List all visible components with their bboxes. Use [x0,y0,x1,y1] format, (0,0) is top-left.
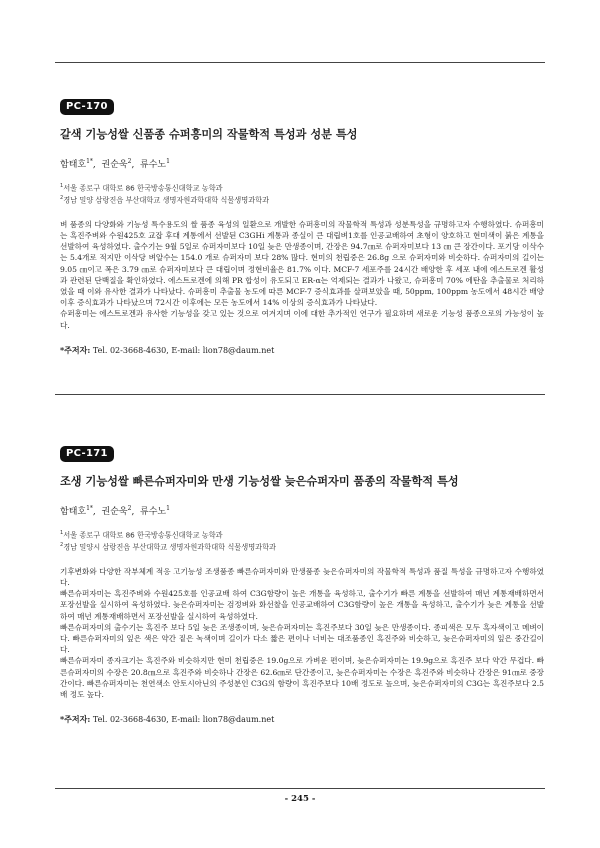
affiliation-sup: 1 [60,530,64,536]
affiliation-list [60,181,544,206]
bottom-rule [55,788,545,789]
abstract-title: 조생 기능성쌀 빠른슈퍼자미와 만생 기능성쌀 늦은슈퍼자미 품종의 작물학적 특성 [60,475,459,488]
affiliation-sup: 2 [60,195,64,202]
corresponding-contact: Tel. 02-3668-4630, E-mail: lion78@daum.net [92,715,275,725]
affiliation-text: 서울 종로구 대학로 86 한국방송통신대학교 농학과 [63,183,223,193]
author-name: 류수노 [140,507,167,517]
author-list: 함태호$^{1*}$, 권순욱$^2$, 류수노$^1$ [60,158,170,170]
section-divider [55,394,545,395]
author-sup: 2 [127,158,132,165]
author-sup: 1* [86,158,93,165]
body-paragraph: 벼 품종의 다양화와 기능성 특수용도의 쌀 품종 육성의 일환으로 개발한 슈퍼흥미의 작물학적 특성과 성분특성을 규명하고자 수행하였다. 슈퍼흥미는 흑진주벼와 수원425호 교잡 후대 계통에서 선발된 C3GHi 계통과 종실이 큰 대립벼1호를 인공교배하여 초형이 양호하고 현미색이 붉은 계통을 선발하여 육성하였다. 출수기는 9월 5일로 슈퍼자미보다 10일 늦은 만생종이며, 간장은 94.7㎝로 슈퍼자미보다 13 ㎝ 큰 장간이다. 포기당 이삭수는 5.4개로 적지만 이삭당 벼알수는 154.0 개로 슈퍼자미 보다 28% 많다. 현미의 천립중은 26.8g 으로 슈퍼자미와 비슷하다. 슈퍼자미의 길이는 9.05 ㎝이고 폭은 3.79 ㎝로 슈퍼자미보다 큰 대립이며 정현비율은 81.7% 이다. MCF-7 세포주를 24시간 배양한 후 세포 내에 에스트로겐 활성과 관련된 단백질을 확인하였다. 에스트로겐에 의해 PR 합성이 유도되고 ER-α는 억제되는 결과가 나왔고, 슈퍼흥미 70% 에탄올 추출물로 처리하였을 때 이와 유사한 결과가 나타났다. 슈퍼흥미 추출물 농도에 따른 MCF-7 증식효과를 살펴보았을 때, 50ppm, 100ppm 농도에서 48시간 배양이후 증식효과가 나타났으며 72시간 이후에는 모든 농도에서 14% 이상의 증식효과가 나타났다. [60,219,544,308]
body-paragraph: 슈퍼흥미는 에스트로겐과 유사한 기능성을 갖고 있는 것으로 여겨지며 이에 대한 추가적인 연구가 필요하며 새로운 기능성 품종으로의 가능성이 높다. [60,309,544,330]
affiliation-line [60,540,544,552]
affiliation-text: 경남 밀양 삼랑진읍 부산대학교 생명자원과학대학 식물생명과학과 [63,195,270,205]
author-sup: 1 [166,505,170,512]
affiliation-sup: 1 [60,183,64,189]
author-list: 함태호$^{1*}$, 권순욱$^2$, 류수노$^1$ [60,505,170,517]
abstract-code-badge: PC-171 [60,446,114,462]
abstract-title: 갈색 기능성쌀 신품종 슈퍼흥미의 작물학적 특성과 성분 특성 [60,128,358,141]
body-paragraph: 빠른슈퍼자미의 출수기는 흑진주 보다 5일 늦은 조생종이며, 늦은슈퍼자미는 흑진주보다 30일 늦은 만생종이다. 종피색은 모두 흑자색이고 메벼이다. 빠른슈퍼자미의 잎은 색은 약간 짙은 녹색이며 길이가 다소 짧은 편이나 너비는 대조품종인 흑진주와 비슷하고, 늦은슈퍼자미의 잎은 중간길이다. [60,622,544,655]
abstract-body [60,219,544,331]
abstract-pc-171 [60,441,544,725]
author-name: 류수노 [140,160,167,170]
corresponding-author [60,345,544,356]
corresponding-author [60,714,544,725]
affiliation-line [60,181,544,193]
body-paragraph: 빠른슈퍼자미는 흑진주벼와 수원425호를 인공교배 하여 C3G함량이 높은 개통을 육성하고, 출수기가 빠른 계통을 선발하여 매년 계통재배하면서 포장선발을 실시하여 육성하였다. 늦은슈퍼자미는 검정벼와 화선찰을 인공교배하여 C3G함량이 높은 개통을 육성하고, 출수기가 늦은 계통을 선발하여 매년 계통재배하면서 포장선발을 실시하여 육성하였다. [60,589,544,621]
author-sup: 2 [127,505,132,512]
affiliation-text: 서울 종로구 대학로 86 한국방송통신대학교 농학과 [63,530,223,540]
abstract-pc-170 [60,94,544,356]
page-number: - 245 - [284,794,316,804]
affiliation-text: 경남 밀양시 삼랑진읍 부산대학교 생명자원과학대학 식물생명과학과 [63,542,276,552]
affiliation-list [60,528,544,553]
author-name: 권순욱 [101,507,128,517]
abstract-code-badge: PC-170 [60,99,114,115]
author-name: 함태호 [60,160,87,170]
corresponding-contact: Tel. 02-3668-4630, E-mail: lion78@daum.net [92,345,275,355]
author-name: 권순욱 [101,160,128,170]
corresponding-label: *주저자: [60,344,91,355]
author-name: 함태호 [60,507,87,517]
corresponding-label: *주저자: [60,714,91,725]
author-sup: 1 [166,158,170,165]
abstract-body [60,566,544,700]
affiliation-sup: 2 [60,542,64,549]
body-paragraph: 빠른슈퍼자미 종자크기는 흑진주와 비슷하지만 현미 천립중은 19.0g으로 가벼운 편이며, 늦은슈퍼자미는 19.9g으로 흑진주 보다 약간 무겁다. 빠른슈퍼자미의 수장은 20.8㎝으로 흑진주와 비슷하나 간장은 62.6㎝로 단간종이고, 늦은슈퍼자미는 수장은 흑진주와 비슷하나 간장은 91㎝로 중장간이다. 빠른슈퍼자미는 천연색소 안토시아닌의 주성분인 C3G의 함량이 흑진주보다 10배 정도로 높으며, 늦은슈퍼자미의 C3G는 흑진주보다 2.5배 정도 높다. [60,656,544,700]
affiliation-line [60,193,544,205]
top-rule [55,62,545,63]
body-paragraph: 기후변화와 다양한 작부체계 적응 고기능성 조생품종 빠른슈퍼자미와 만생품종 늦은슈퍼자미의 작물학적 특성과 품질 특성을 규명하고자 수행하였다. [60,566,544,587]
author-sup: 1* [86,505,93,512]
affiliation-line [60,528,544,540]
